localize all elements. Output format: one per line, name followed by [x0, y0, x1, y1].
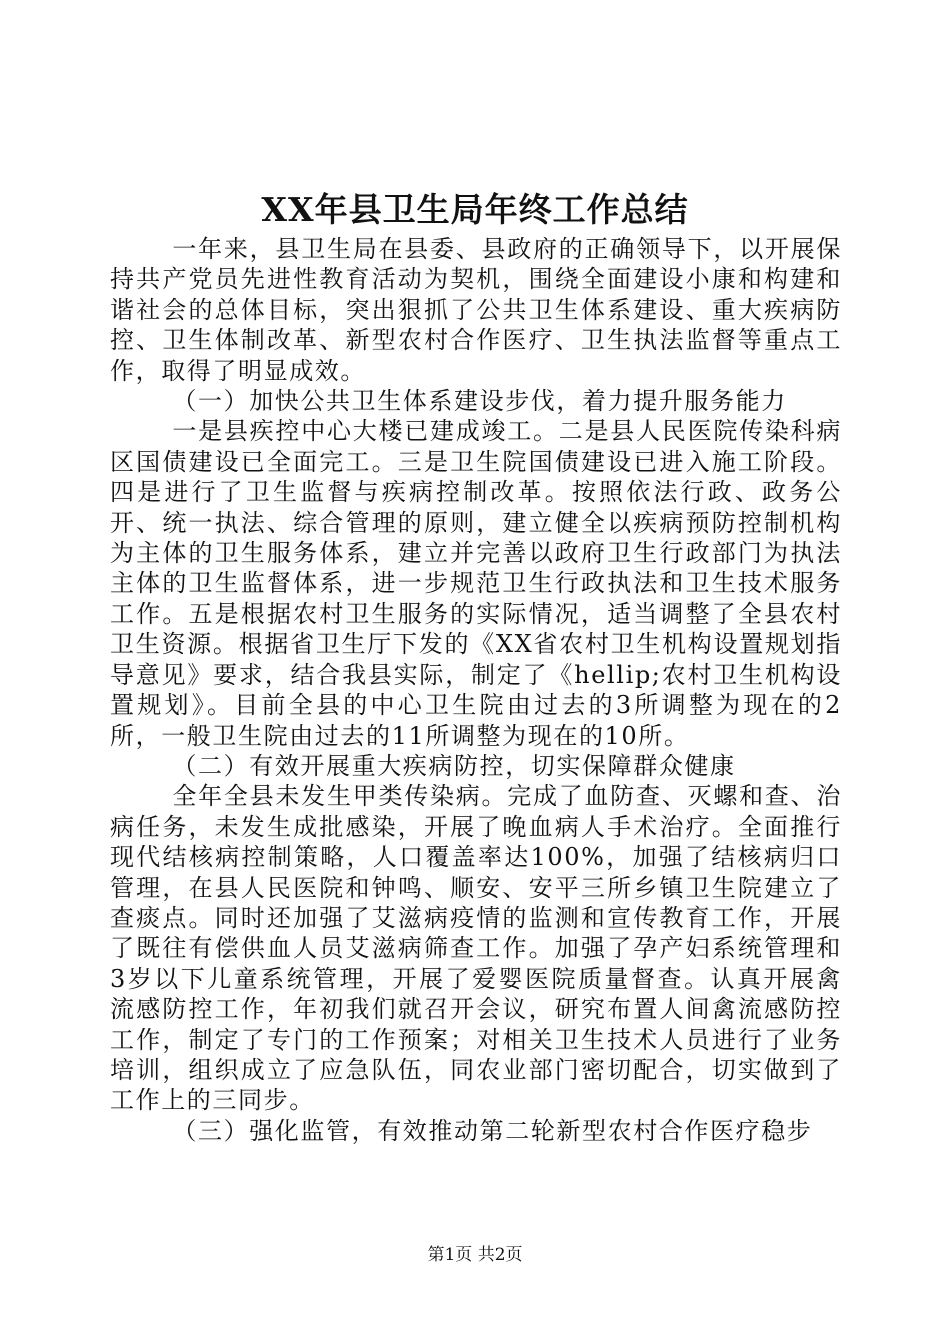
- document-body: [110, 234, 842, 1146]
- page-number-footer: 第1页 共2页: [427, 1245, 523, 1265]
- section-heading-3: （三）强化监管，有效推动第二轮新型农村合作医疗稳步: [172, 1116, 813, 1145]
- section-heading-1: （一）加快公共卫生体系建设步伐，着力提升服务能力: [172, 387, 787, 416]
- paragraph-section-1: 一是县疾控中心大楼已建成竣工。二是县人民医院传染科病区国债建设已全面完工。三是卫生院国债建设已进入施工阶段。四是进行了卫生监督与疾病控制改革。按照依法行政、政务公开、统一执法、综合管理的原则，建立健全以疾病预防控制机构为主体的卫生服务体系，建立并完善以政府卫生行政部门为执法主体的卫生监督体系，进一步规范卫生行政执法和卫生技术服务工作。五是根据农村卫生服务的实际情况，适当调整了全县农村卫生资源。根据省卫生厅下发的《XX省农村卫生机构设置规划指导意见》要求，结合我县实际，制定了《hellip;农村卫生机构设置规划》。目前全县的中心卫生院由过去的3所调整为现在的2所，一般卫生院由过去的11所调整为现在的10所。: [110, 417, 842, 750]
- document-title: XX年县卫生局年终工作总结: [261, 190, 689, 229]
- section-heading-2: （二）有效开展重大疾病防控，切实保障群众健康: [172, 751, 736, 780]
- paragraph-intro: 一年来，县卫生局在县委、县政府的正确领导下，以开展保持共产党员先进性教育活动为契机，围绕全面建设小康和构建和谐社会的总体目标，突出狠抓了公共卫生体系建设、重大疾病防控、卫生体制改革、新型农村合作医疗、卫生执法监督等重点工作，取得了明显成效。: [110, 235, 842, 385]
- paragraph-section-2: 全年全县未发生甲类传染病。完成了血防查、灭螺和查、治病任务，未发生成批感染，开展了晚血病人手术治疗。全面推行现代结核病控制策略，人口覆盖率达100%，加强了结核病归口管理，在县人民医院和钟鸣、顺安、安平三所乡镇卫生院建立了查痰点。同时还加强了艾滋病疫情的监测和宣传教育工作，开展了既往有偿供血人员艾滋病筛查工作。加强了孕产妇系统管理和3岁以下儿童系统管理，开展了爱婴医院质量督查。认真开展禽流感防控工作，年初我们就召开会议，研究布置人间禽流感防控工作，制定了专门的工作预案；对相关卫生技术人员进行了业务培训，组织成立了应急队伍，同农业部门密切配合，切实做到了工作上的三同步。: [110, 782, 842, 1115]
